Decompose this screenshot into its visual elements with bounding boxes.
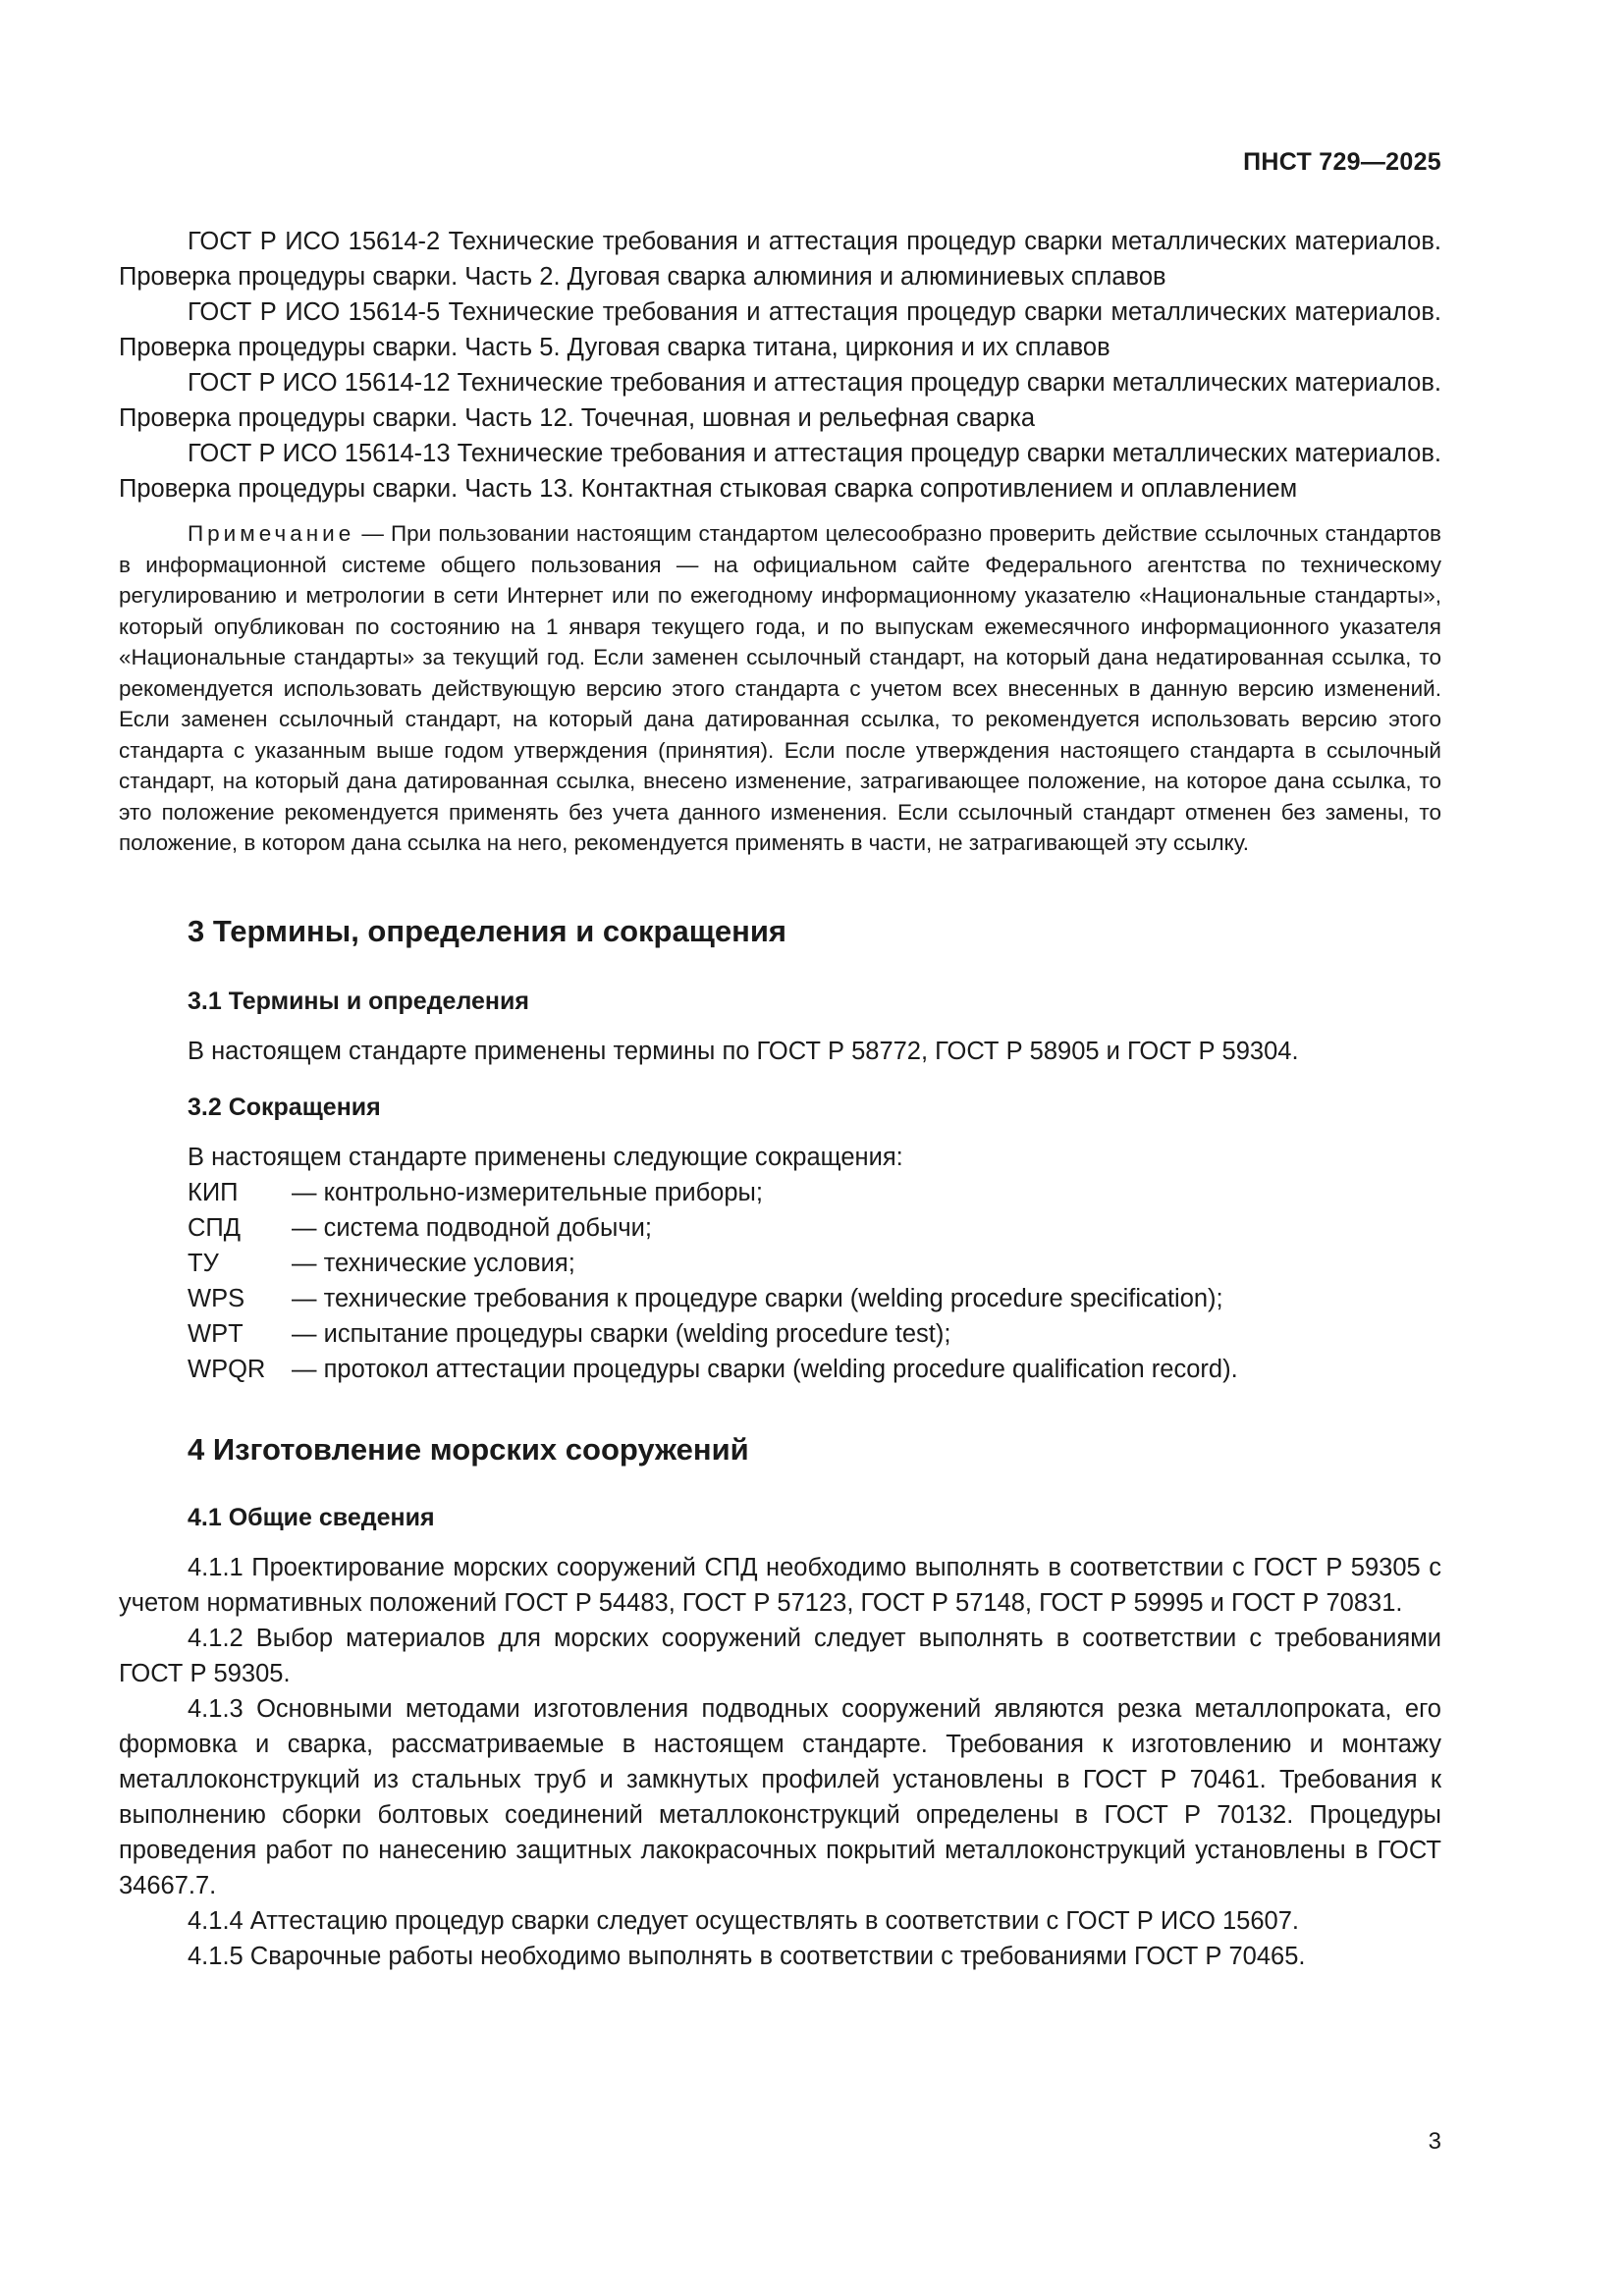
abbreviation-row [188,1175,1441,1210]
note-dash: — [354,521,391,546]
abbreviation-definition: — технические требования к процедуре сварки (welding procedure specification); [292,1284,1223,1312]
abbreviation-term: WPT [188,1319,244,1348]
section-3-heading: 3 Термины, определения и сокращения [188,913,786,948]
clause-4-1-5: 4.1.5 Сварочные работы необходимо выполнять в соответствии с требованиями ГОСТ Р 70465. [188,1942,1306,1970]
section-4-1-paragraphs [119,1550,1441,1974]
note-block [119,518,1441,859]
abbreviations-list [188,1175,1441,1387]
abbreviation-row [188,1281,1441,1316]
clause-4-1-2: 4.1.2 Выбор материалов для морских сооружений следует выполнять в соответствии с требованиями ГОСТ Р 59305. [119,1624,1441,1687]
note-text: При пользовании настоящим стандартом целесообразно проверить действие ссылочных стандартов в информационной системе общего пользования — на официальном сайте Федерального агентства по техническому регулированию и метрологии в сети Интернет или по ежегодному информационному указателю «Национальные стандарты», который опубликован по состоянию на 1 января текущего года, и по выпускам ежемесячного информационного указателя «Национальные стандарты» за текущий год. Если заменен ссылочный стандарт, на который дана недатированная ссылка, то рекомендуется использовать действующую версию этого стандарта с учетом всех внесенных в данную версию изменений. Если заменен ссылочный стандарт, на который дана датированная ссылка, то рекомендуется использовать версию этого стандарта с указанным выше годом утверждения (принятия). Если после утверждения настоящего стандарта в ссылочный стандарт, на который дана датированная ссылка, внесено изменение, затрагивающее положение, на которое дана ссылка, то это положение рекомендуется применять без учета данного изменения. Если ссылочный стандарт отменен без замены, то положение, в котором дана ссылка на него, рекомендуется применять в части, не затрагивающей эту ссылку. [119,521,1441,855]
page-number: 3 [1428,2128,1441,2155]
abbreviation-definition: — технические условия; [292,1249,575,1277]
section-3-2-heading: 3.2 Сокращения [188,1093,381,1121]
document-code: ПНСТ 729—2025 [1243,148,1441,176]
clause-4-1-3: 4.1.3 Основными методами изготовления подводных сооружений являются резка металлопроката, его формовка и сварка, рассматриваемые в настоящем стандарте. Требования к изготовлению и монтажу металлоконструкций из стальных труб и замкнутых профилей установлены в ГОСТ Р 70461. Требования к выполнению сборки болтовых соединений металлоконструкций определены в ГОСТ Р 70132. Процедуры проведения работ по нанесению защитных лакокрасочных покрытий металлоконструкций установлены в ГОСТ 34667.7. [119,1694,1441,1899]
abbreviation-definition: — протокол аттестации процедуры сварки (welding procedure qualification record). [292,1355,1238,1383]
clause-4-1-1: 4.1.1 Проектирование морских сооружений СПД необходимо выполнять в соответствии с ГОСТ Р 59305 с учетом нормативных положений ГОСТ Р 54483, ГОСТ Р 57123, ГОСТ Р 57148, ГОСТ Р 59995 и ГОСТ Р 70831. [119,1553,1441,1617]
abbreviation-definition: — испытание процедуры сварки (welding procedure test); [292,1319,951,1348]
reference-item: ГОСТ Р ИСО 15614-5 Технические требования и аттестация процедур сварки металлических материалов. Проверка процедуры сварки. Часть 5. Дуговая сварка титана, циркония и их сплавов [119,298,1441,361]
abbreviation-row [188,1246,1441,1281]
abbreviation-row [188,1316,1441,1352]
note-label: Примечание [188,521,355,546]
abbreviation-term: WPS [188,1284,245,1312]
reference-item: ГОСТ Р ИСО 15614-2 Технические требования и аттестация процедур сварки металлических материалов. Проверка процедуры сварки. Часть 2. Дуговая сварка алюминия и алюминиевых сплавов [119,228,1441,291]
abbreviations-intro: В настоящем стандарте применены следующие сокращения: [188,1143,903,1171]
abbreviation-definition: — система подводной добычи; [292,1213,652,1242]
abbreviation-term: ТУ [188,1249,219,1277]
abbreviation-row [188,1352,1441,1387]
reference-item: ГОСТ Р ИСО 15614-13 Технические требования и аттестация процедур сварки металлических материалов. Проверка процедуры сварки. Часть 13. Контактная стыковая сварка сопротивлением и оплавлением [119,440,1441,503]
references-list [119,224,1441,507]
page-content [119,224,1441,1974]
section-4-1-heading: 4.1 Общие сведения [188,1503,435,1531]
section-3-1-heading: 3.1 Термины и определения [188,987,529,1015]
abbreviation-term: WPQR [188,1355,266,1383]
section-4-heading: 4 Изготовление морских сооружений [188,1431,749,1467]
clause-4-1-4: 4.1.4 Аттестацию процедур сварки следует осуществлять в соответствии с ГОСТ Р ИСО 15607. [188,1906,1299,1935]
abbreviation-term: КИП [188,1178,239,1206]
abbreviation-definition: — контрольно-измерительные приборы; [292,1178,763,1206]
abbreviation-row [188,1210,1441,1246]
abbreviation-term: СПД [188,1213,242,1242]
reference-item: ГОСТ Р ИСО 15614-12 Технические требования и аттестация процедур сварки металлических материалов. Проверка процедуры сварки. Часть 12. Точечная, шовная и рельефная сварка [119,369,1441,432]
section-3-1-text: В настоящем стандарте применены термины по ГОСТ Р 58772, ГОСТ Р 58905 и ГОСТ Р 59304. [188,1037,1299,1065]
